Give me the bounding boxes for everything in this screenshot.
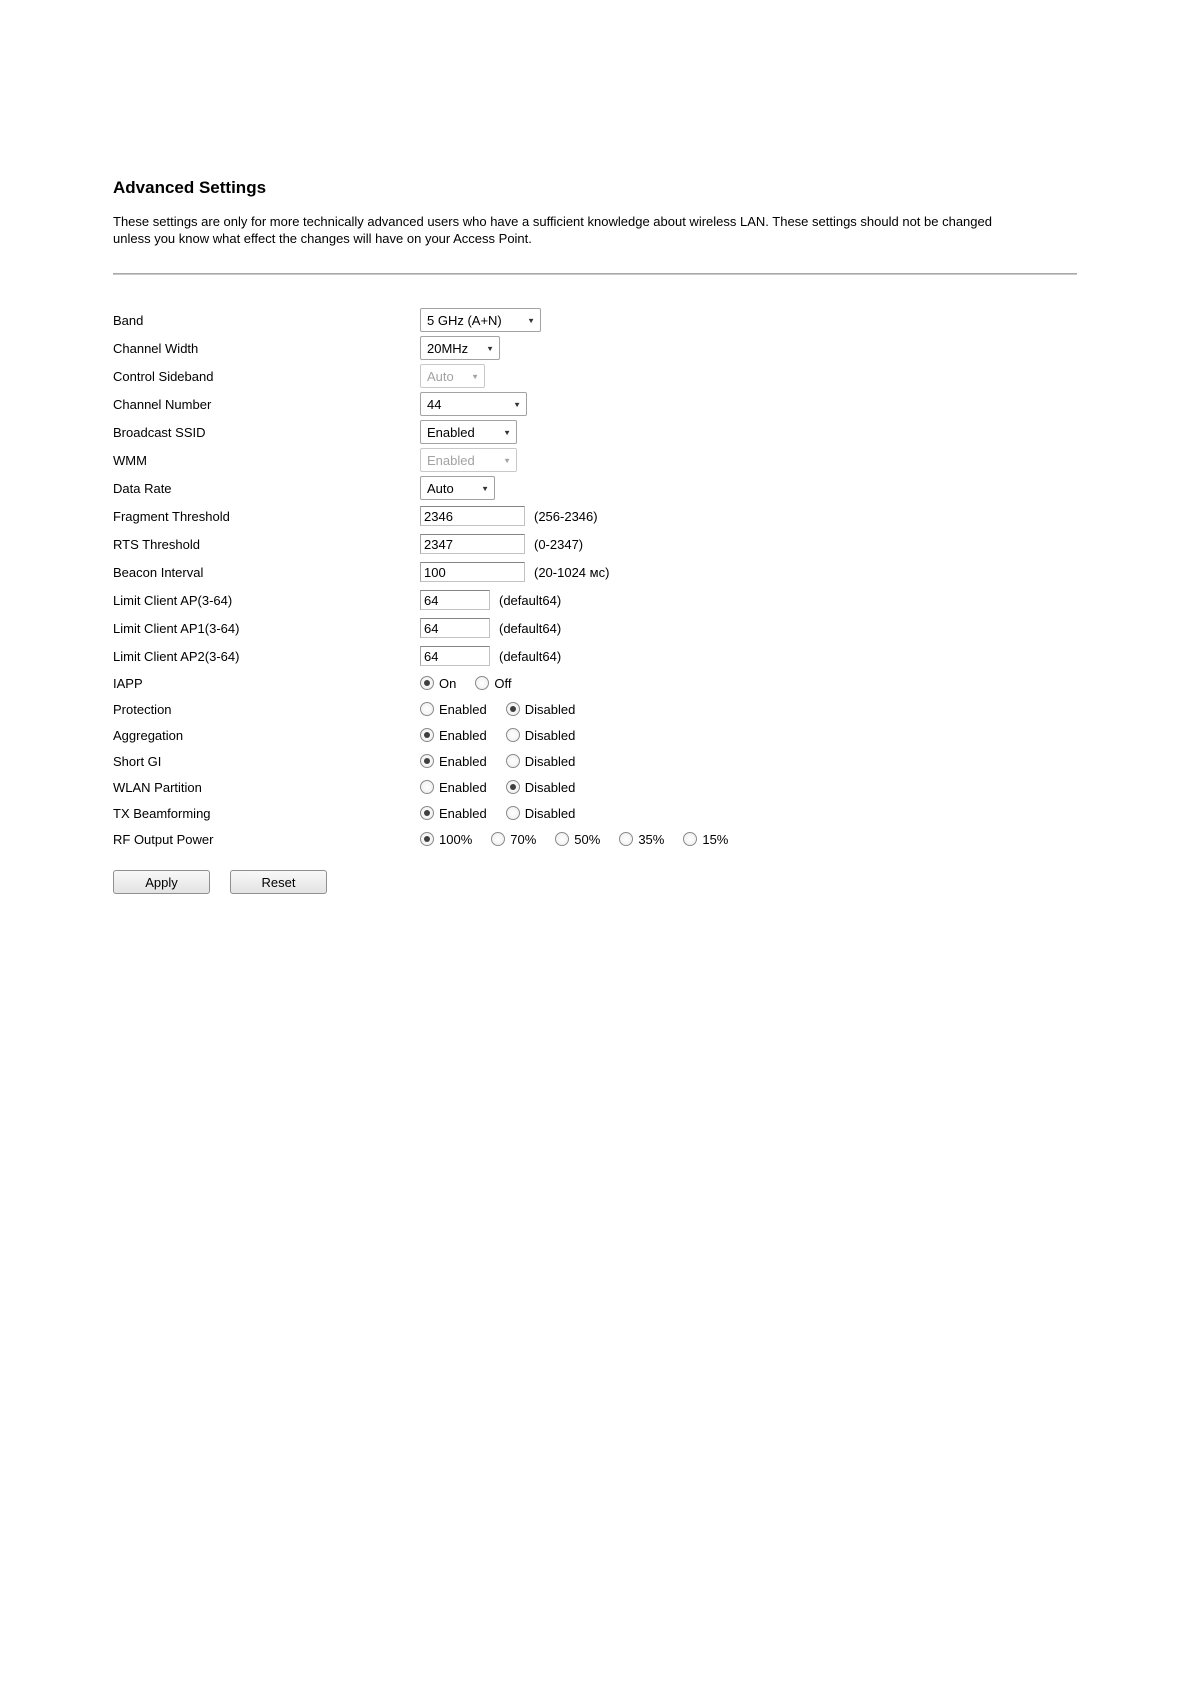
beacon-interval-label: Beacon Interval: [113, 564, 204, 580]
rf-output-power-radio-group: [420, 832, 728, 847]
form-row-beacon-interval: [113, 558, 1077, 586]
page-description: These settings are only for more technically advanced users who have a sufficient knowledge about wireless LAN. These settings should not be changed unless you know what effect the changes will have on your Access Point.: [113, 214, 992, 246]
short-gi-enabled-radio[interactable]: [420, 754, 487, 769]
rts-threshold-label: RTS Threshold: [113, 536, 200, 552]
radio-label: Off: [494, 675, 512, 691]
fragment-threshold-label: Fragment Threshold: [113, 508, 230, 524]
chevron-down-icon: ▼: [486, 343, 494, 353]
radio-icon: [491, 832, 505, 846]
apply-button[interactable]: Apply: [113, 870, 210, 894]
radio-label: Enabled: [439, 805, 487, 821]
wlan-partition-enabled-radio[interactable]: [420, 780, 487, 795]
protection-enabled-radio[interactable]: [420, 702, 487, 717]
limit-client-ap-hint: (default64): [499, 592, 562, 608]
button-bar: [113, 870, 1077, 894]
radio-label: 35%: [638, 831, 665, 847]
radio-icon: [475, 676, 489, 690]
form-row-broadcast-ssid: [113, 418, 1077, 446]
radio-label: Disabled: [524, 779, 576, 795]
short-gi-disabled-radio[interactable]: [506, 754, 576, 769]
protection-disabled-radio[interactable]: [506, 702, 576, 717]
limit-client-ap1-input[interactable]: [420, 618, 490, 638]
radio-label: 70%: [510, 831, 537, 847]
aggregation-disabled-radio[interactable]: [506, 728, 576, 743]
radio-label: Enabled: [439, 701, 487, 717]
limit-client-ap1-hint: (default64): [499, 620, 562, 636]
fragment-threshold-hint: (256-2346): [534, 508, 598, 524]
limit-client-ap2-input[interactable]: [420, 646, 490, 666]
wlan-partition-disabled-radio[interactable]: [506, 780, 576, 795]
radio-label: On: [439, 675, 457, 691]
rf-power-15-radio[interactable]: [683, 832, 728, 847]
form-row-rts-threshold: [113, 530, 1077, 558]
radio-icon: [420, 780, 434, 794]
form-row-iapp: [113, 670, 1077, 696]
wlan-partition-radio-group: [420, 780, 575, 795]
rf-power-70-radio[interactable]: [491, 832, 536, 847]
radio-icon: [506, 754, 520, 768]
form-row-band: [113, 306, 1077, 334]
radio-label: Disabled: [524, 753, 576, 769]
form-row-wmm: [113, 446, 1077, 474]
radio-checked-icon: [420, 806, 434, 820]
settings-form: [113, 306, 1077, 852]
radio-label: Disabled: [524, 701, 576, 717]
protection-radio-group: [420, 702, 575, 717]
wmm-select: Enabled ▼: [420, 448, 517, 472]
chevron-down-icon: ▼: [503, 455, 511, 465]
band-label: Band: [113, 312, 144, 328]
data-rate-select[interactable]: Auto ▼: [420, 476, 495, 500]
radio-icon: [420, 702, 434, 716]
control-sideband-label: Control Sideband: [113, 368, 214, 384]
radio-label: 15%: [702, 831, 729, 847]
iapp-on-radio[interactable]: [420, 676, 456, 691]
beacon-interval-input[interactable]: [420, 562, 525, 582]
rts-threshold-hint: (0-2347): [534, 536, 584, 552]
radio-label: Enabled: [439, 753, 487, 769]
rf-power-50-radio[interactable]: [555, 832, 600, 847]
radio-label: Disabled: [524, 805, 576, 821]
channel-number-label: Channel Number: [113, 396, 212, 412]
chevron-down-icon: ▼: [471, 371, 479, 381]
radio-label: Enabled: [439, 727, 487, 743]
chevron-down-icon: ▼: [503, 427, 511, 437]
aggregation-label: Aggregation: [113, 727, 184, 743]
short-gi-label: Short GI: [113, 753, 162, 769]
radio-icon: [506, 806, 520, 820]
radio-icon: [619, 832, 633, 846]
limit-client-ap1-label: Limit Client AP1(3-64): [113, 620, 240, 636]
broadcast-ssid-select[interactable]: Enabled ▼: [420, 420, 517, 444]
tx-beamforming-radio-group: [420, 806, 575, 821]
form-row-tx-beamforming: [113, 800, 1077, 826]
band-select[interactable]: 5 GHz (A+N) ▼: [420, 308, 541, 332]
aggregation-radio-group: [420, 728, 575, 743]
broadcast-ssid-label: Broadcast SSID: [113, 424, 206, 440]
form-row-short-gi: [113, 748, 1077, 774]
radio-label: Disabled: [524, 727, 576, 743]
radio-checked-icon: [420, 754, 434, 768]
form-row-aggregation: [113, 722, 1077, 748]
channel-width-label: Channel Width: [113, 340, 199, 356]
radio-icon: [506, 728, 520, 742]
data-rate-label: Data Rate: [113, 480, 172, 496]
wmm-label: WMM: [113, 452, 147, 468]
radio-icon: [683, 832, 697, 846]
radio-checked-icon: [420, 832, 434, 846]
short-gi-radio-group: [420, 754, 575, 769]
form-row-data-rate: [113, 474, 1077, 502]
form-row-rf-output-power: [113, 826, 1077, 852]
radio-checked-icon: [506, 780, 520, 794]
radio-checked-icon: [420, 728, 434, 742]
iapp-off-radio[interactable]: [475, 676, 511, 691]
tx-beamforming-enabled-radio[interactable]: [420, 806, 487, 821]
form-row-protection: [113, 696, 1077, 722]
radio-icon: [555, 832, 569, 846]
rf-power-100-radio[interactable]: [420, 832, 472, 847]
advanced-settings-page: [113, 178, 1077, 894]
radio-checked-icon: [420, 676, 434, 690]
wlan-partition-label: WLAN Partition: [113, 779, 202, 795]
iapp-radio-group: [420, 676, 511, 691]
control-sideband-select: Auto ▼: [420, 364, 485, 388]
rf-output-power-label: RF Output Power: [113, 831, 214, 847]
form-row-fragment-threshold: [113, 502, 1077, 530]
fragment-threshold-input[interactable]: [420, 506, 525, 526]
reset-button[interactable]: Reset: [230, 870, 327, 894]
form-row-channel-width: [113, 334, 1077, 362]
chevron-down-icon: ▼: [527, 315, 535, 325]
form-row-control-sideband: [113, 362, 1077, 390]
radio-checked-icon: [506, 702, 520, 716]
radio-label: 100%: [439, 831, 473, 847]
page-title: Advanced Settings: [113, 178, 267, 197]
beacon-interval-hint: (20-1024 мс): [534, 564, 610, 580]
iapp-label: IAPP: [113, 675, 143, 691]
divider: [113, 273, 1077, 275]
limit-client-ap-input[interactable]: [420, 590, 490, 610]
limit-client-ap2-label: Limit Client AP2(3-64): [113, 648, 240, 664]
aggregation-enabled-radio[interactable]: [420, 728, 487, 743]
form-row-channel-number: [113, 390, 1077, 418]
tx-beamforming-disabled-radio[interactable]: [506, 806, 576, 821]
form-row-limit-client-ap1: [113, 614, 1077, 642]
rf-power-35-radio[interactable]: [619, 832, 664, 847]
channel-number-select[interactable]: 44 ▼: [420, 392, 527, 416]
form-row-wlan-partition: [113, 774, 1077, 800]
radio-label: Enabled: [439, 779, 487, 795]
limit-client-ap2-hint: (default64): [499, 648, 562, 664]
protection-label: Protection: [113, 701, 172, 717]
rts-threshold-input[interactable]: [420, 534, 525, 554]
chevron-down-icon: ▼: [513, 399, 521, 409]
radio-label: 50%: [574, 831, 601, 847]
tx-beamforming-label: TX Beamforming: [113, 805, 211, 821]
chevron-down-icon: ▼: [481, 483, 489, 493]
form-row-limit-client-ap2: [113, 642, 1077, 670]
channel-width-select[interactable]: 20MHz ▼: [420, 336, 500, 360]
limit-client-ap-label: Limit Client AP(3-64): [113, 592, 233, 608]
form-row-limit-client-ap: [113, 586, 1077, 614]
